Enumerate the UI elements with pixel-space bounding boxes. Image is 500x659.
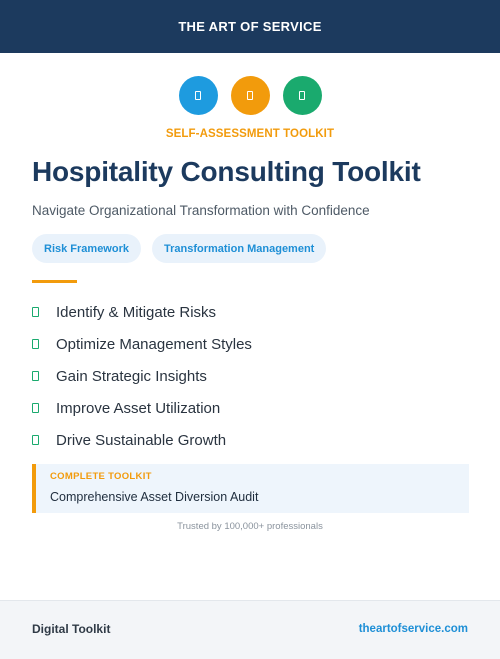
list-item <box>32 296 252 328</box>
footer-label: Digital Toolkit <box>32 622 111 636</box>
eyebrow-label: SELF-ASSESSMENT TOOLKIT <box>165 128 335 140</box>
tag-list <box>32 234 326 263</box>
feature-label: Identify & Mitigate Risks <box>56 303 217 321</box>
list-item <box>32 328 252 360</box>
trust-note: Trusted by 100,000+ professionals <box>177 521 323 532</box>
check-icon <box>32 371 39 381</box>
brand-name: THE ART OF SERVICE <box>178 19 322 34</box>
icon-row <box>0 76 500 115</box>
feature-label: Gain Strategic Insights <box>56 367 207 385</box>
page-title: Hospitality Consulting Toolkit <box>32 156 421 187</box>
feature-label: Optimize Management Styles <box>56 335 252 353</box>
document-icon <box>231 76 270 115</box>
accent-divider <box>32 280 77 283</box>
check-icon <box>32 307 39 317</box>
check-icon <box>32 339 39 349</box>
footer <box>0 600 500 659</box>
callout-title: Comprehensive Asset Diversion Audit <box>50 490 259 504</box>
check-icon <box>32 435 39 445</box>
tag-risk-framework: Risk Framework <box>32 234 141 263</box>
list-item <box>32 360 252 392</box>
feature-label: Drive Sustainable Growth <box>56 431 227 449</box>
document-icon <box>179 76 218 115</box>
subtitle: Navigate Organizational Transformation with Confidence <box>32 203 370 218</box>
document-icon <box>283 76 322 115</box>
feature-label: Improve Asset Utilization <box>56 399 221 417</box>
website-link[interactable]: theartofservice.com <box>358 623 468 635</box>
toolkit-callout <box>32 464 469 513</box>
check-icon <box>32 403 39 413</box>
header-band <box>0 0 500 53</box>
feature-list <box>32 296 252 456</box>
callout-eyebrow: COMPLETE TOOLKIT <box>50 471 152 482</box>
list-item <box>32 424 252 456</box>
tag-transformation-management: Transformation Management <box>152 234 326 263</box>
list-item <box>32 392 252 424</box>
